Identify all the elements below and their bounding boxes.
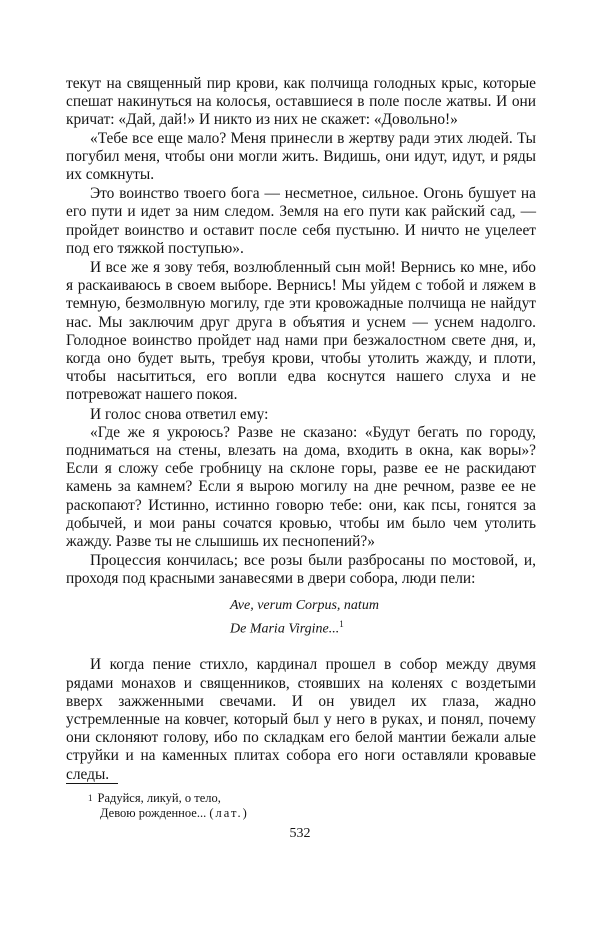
footnote-text: Радуйся, ликуй, о тело,: [97, 791, 221, 805]
verse-line: Ave, verum Corpus, natum: [230, 597, 379, 613]
paragraph: И голос снова ответил ему:: [90, 405, 269, 423]
footnote-line: [88, 791, 508, 806]
footnote-language: (лат.): [209, 806, 249, 820]
footnote-mark: 1: [88, 793, 93, 803]
footnote-reference: 1: [339, 618, 344, 629]
footnote-text: Девою рожденное...: [100, 806, 207, 820]
latin-verse: [230, 597, 536, 639]
paragraph: «Тебе все еще мало? Меня принесли в жертву ради этих людей. Ты погубил меня, чтобы они могли жить. Видишь, они идут, идут, и ряды их сомкнуты.: [66, 129, 536, 184]
paragraph: Процессия кончилась; все розы были разбросаны по мостовой, и, проходя под красными занавесями в двери собора, люди пели:: [66, 552, 536, 588]
page-number: 532: [289, 826, 311, 841]
closing-paragraph: И когда пение стихло, кардинал прошел в собор между двумя рядами монахов и священников, стоявших на коленях с воздетыми вверх зажженными свечами. И он увидел их глаза, жадно устремленные на ковчег, который был у него в руках, и понял, почему они склоняют голову, ибо по складкам его белой мантии бежали алые струйки и на каменных плитах собора его ноги оставляли кровавые следы.: [66, 656, 536, 783]
verse-line: [230, 615, 536, 639]
paragraph: «Где же я укроюсь? Разве не сказано: «Будут бегать по городу, подниматься на стены, влезать на дома, входить в окна, как воры»? Если я сложу себе гробницу на склоне горы, разве ее не раскидают камень за камнем? Если я вырою могилу на дне речном, разве ее не раскопают? Истинно, истинно говорю тебе: они, как псы, гонятся за добычей, и мои раны сочатся кровью, чтобы им было чем утолить жажду. Разве ты не слышишь их песнопений?»: [66, 423, 536, 551]
footnote-line: [88, 806, 508, 821]
footnote: [88, 791, 508, 821]
main-text: [66, 75, 536, 784]
paragraph: Это воинство твоего бога — несметное, сильное. Огонь бушует на его пути и идет за ним следом. Земля на его пути как райский сад, — пройдет воинство и оставит после себя пустыню. И ничто не уцелеет под его тяжкой поступью».: [66, 185, 536, 257]
paragraph: текут на священный пир крови, как полчища голодных крыс, которые спешат накинуться на колосья, оставшиеся в поле после жатвы. И они кричат: «Дай, дай!» И никто из них не скажет: «Довольно!»: [66, 75, 536, 129]
verse-line-text: De Maria Virgine...: [230, 621, 340, 637]
paragraph: И все же я зову тебя, возлюбленный сын мой! Вернись ко мне, ибо я раскаиваюсь в своем выборе. Вернись! Мы уйдем с тобой и ляжем в темную, безмолвную могилу, где эти кровожадные полчища не найдут нас. Мы заключим друг друга в объятия и уснем — уснем надолго. Голодное воинство пройдет над нами при безжалостном свете дня, и, когда оно будет выть, требуя крови, чтобы утолить жажду, и плоти, чтобы насытиться, его вопли едва коснутся нашего слуха и не потревожат нашего покоя.: [66, 259, 536, 404]
footnote-divider: [66, 783, 118, 784]
